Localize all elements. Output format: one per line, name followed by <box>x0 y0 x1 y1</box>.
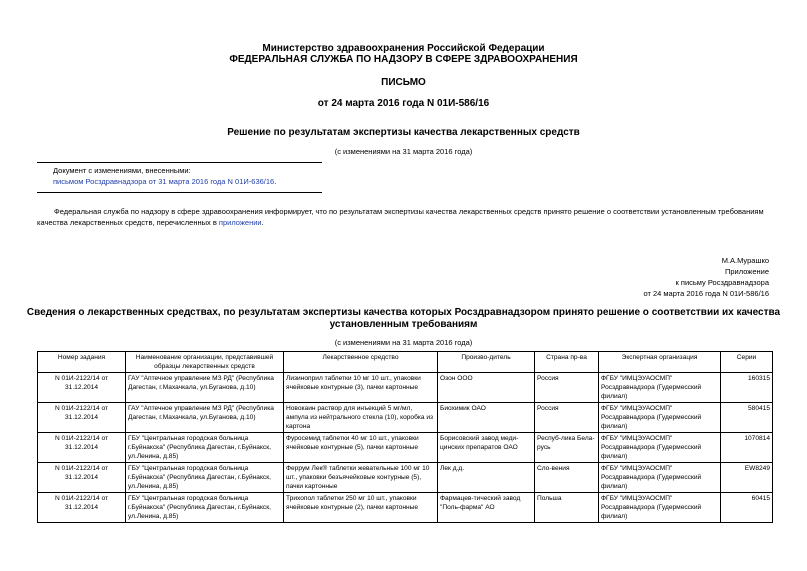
manufacturer-cell: Лек д.д. <box>438 463 535 493</box>
divider-top <box>37 162 322 163</box>
appendix-date: от 24 марта 2016 года N 01И-586/16 <box>643 289 769 298</box>
appendix-label: Приложение <box>725 267 769 276</box>
divider-bottom <box>37 192 322 193</box>
document-subject: Решение по результатам экспертизы качества лекарственных средств <box>227 127 580 138</box>
table-row <box>38 433 773 463</box>
manufacturer-cell: Биохимик ОАО <box>438 403 535 433</box>
appendix-title-line1: Сведения о лекарственных средствах, по результатам экспертизы качества которых Росздравнадзором принято решение о соответствии их качества <box>26 307 781 318</box>
country-cell: Россия <box>535 373 599 403</box>
col-header-task-number: Номер задания <box>38 352 126 373</box>
agency-name: ФЕДЕРАЛЬНАЯ СЛУЖБА ПО НАДЗОРУ В СФЕРЕ ЗДРАВООХРАНЕНИЯ <box>229 54 578 65</box>
document-date-number: от 24 марта 2016 года N 01И-586/16 <box>317 98 490 109</box>
intro-tail: . <box>261 218 264 227</box>
table-row <box>38 373 773 403</box>
col-header-series: Серии <box>721 352 773 373</box>
task-number-cell: N 01И-2122/14 от 31.12.2014 <box>38 493 126 523</box>
series-cell: EW8249 <box>721 463 773 493</box>
table-row <box>38 403 773 433</box>
expert-org-cell: ФГБУ "ИМЦЭУАОСМП" Росздравнадзора (Гудермесский филиал) <box>599 373 721 403</box>
amendment-note <box>53 165 276 187</box>
col-header-medicine: Лекарственное средство <box>284 352 438 373</box>
expert-org-cell: ФГБУ "ИМЦЭУАОСМП" Росздравнадзора (Гудермесский филиал) <box>599 403 721 433</box>
intro-text: Федеральная служба по надзору в сфере здравоохранения информирует, что по результатам экспертизы качества лекарственных средств принято решение о соответствии установленным требованиям качества лекарственных средств, перечисленных в <box>37 207 764 227</box>
appendix-title <box>0 307 807 331</box>
amendment-note-tail: . <box>274 177 277 186</box>
medicine-cell: Феррум Лек® таблетки жевательные 100 мг 10 шт., упаковки безъячейковые контурные (5), пачки картонные <box>284 463 438 493</box>
col-header-country: Страна пр-ва <box>535 352 599 373</box>
organization-cell: ГАУ "Аптечное управление МЗ РД" (Республика Дагестан, г.Махачкала, ул.Буганова, д.10) <box>126 373 284 403</box>
appendix-changes-note: (с изменениями на 31 марта 2016 года) <box>334 338 473 347</box>
medicines-table <box>37 351 773 523</box>
task-number-cell: N 01И-2122/14 от 31.12.2014 <box>38 403 126 433</box>
appendix-title-line2: установленным требованиям <box>329 319 478 330</box>
medicine-cell: Трихопол таблетки 250 мг 10 шт., упаковки ячейковые контурные (2), пачки картонные <box>284 493 438 523</box>
intro-paragraph <box>37 206 772 228</box>
table-row <box>38 463 773 493</box>
country-cell: Сло-вения <box>535 463 599 493</box>
task-number-cell: N 01И-2122/14 от 31.12.2014 <box>38 463 126 493</box>
signatory-name: М.А.Мурашко <box>721 256 769 265</box>
manufacturer-cell: Борисовский завод меди-цинских препаратов ОАО <box>438 433 535 463</box>
series-cell: 60415 <box>721 493 773 523</box>
col-header-organization: Наименование организации, представившей образцы лекарственных средств <box>126 352 284 373</box>
medicine-cell: Новокаин раствор для инъекций 5 мг/мл, ампула из нейтрального стекла (10), коробка из картона <box>284 403 438 433</box>
organization-cell: ГБУ "Центральная городская больница г.Буйнакска" (Республика Дагестан, г.Буйнакск, ул.Ленина, д.85) <box>126 433 284 463</box>
manufacturer-cell: Озон ООО <box>438 373 535 403</box>
task-number-cell: N 01И-2122/14 от 31.12.2014 <box>38 433 126 463</box>
expert-org-cell: ФГБУ "ИМЦЭУАОСМП" Росздравнадзора (Гудермесский филиал) <box>599 493 721 523</box>
expert-org-cell: ФГБУ "ИМЦЭУАОСМП" Росздравнадзора (Гудермесский филиал) <box>599 433 721 463</box>
series-cell: 580415 <box>721 403 773 433</box>
table-header-row <box>38 352 773 373</box>
organization-cell: ГБУ "Центральная городская больница г.Буйнакска" (Республика Дагестан, г.Буйнакск, ул.Ленина, д.85) <box>126 493 284 523</box>
organization-cell: ГАУ "Аптечное управление МЗ РД" (Республика Дагестан, г.Махачкала, ул.Буганова, д.10) <box>126 403 284 433</box>
signature-block <box>643 255 769 299</box>
ministry-name: Министерство здравоохранения Российской Федерации <box>262 43 545 54</box>
task-number-cell: N 01И-2122/14 от 31.12.2014 <box>38 373 126 403</box>
organization-cell: ГБУ "Центральная городская больница г.Буйнакска" (Республика Дагестан, г.Буйнакск, ул.Ленина, д.85) <box>126 463 284 493</box>
medicine-cell: Лизиноприл таблетки 10 мг 10 шт., упаковки ячейковые контурные (3), пачки картонные <box>284 373 438 403</box>
amendment-letter-link[interactable]: письмом Росздравнадзора от 31 марта 2016 года N 01И-636/16 <box>53 177 275 186</box>
appendix-link[interactable]: приложении <box>218 218 262 227</box>
series-cell: 160315 <box>721 373 773 403</box>
country-cell: Респуб-лика Бела-русь <box>535 433 599 463</box>
document-type: ПИСЬМО <box>381 77 426 88</box>
country-cell: Польша <box>535 493 599 523</box>
col-header-expert-org: Экспертная организация <box>599 352 721 373</box>
changes-note: (с изменениями на 31 марта 2016 года) <box>334 147 473 156</box>
appendix-to-letter: к письму Росздравнадзора <box>675 278 769 287</box>
expert-org-cell: ФГБУ "ИМЦЭУАОСМП" Росздравнадзора (Гудермесский филиал) <box>599 463 721 493</box>
col-header-manufacturer: Произво-дитель <box>438 352 535 373</box>
medicine-cell: Фуросемид таблетки 40 мг 10 шт., упаковки ячейковые контурные (5), пачки картонные <box>284 433 438 463</box>
series-cell: 1070814 <box>721 433 773 463</box>
amendment-note-label: Документ с изменениями, внесенными: <box>53 166 191 175</box>
manufacturer-cell: Фармацев-тический завод "Поль-фарма" АО <box>438 493 535 523</box>
table-row <box>38 493 773 523</box>
country-cell: Россия <box>535 403 599 433</box>
